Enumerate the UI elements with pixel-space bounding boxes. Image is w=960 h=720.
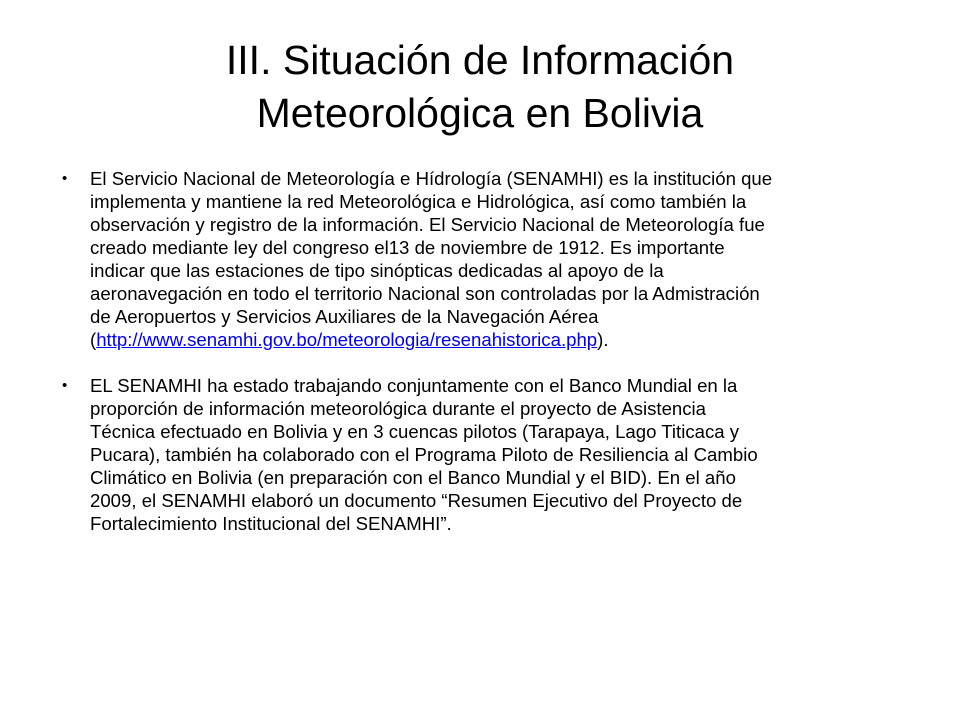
bullet-text [90, 167, 910, 351]
senamhi-history-link[interactable]: http://www.senamhi.gov.bo/meteorologia/resenahistorica.php [96, 329, 598, 350]
text-line: EL SENAMHI ha estado trabajando conjuntamente con el Banco Mundial en la [90, 375, 738, 396]
bullet-item-senamhi-network [62, 167, 910, 351]
slide-title [60, 34, 900, 140]
bullet-icon: • [62, 170, 68, 187]
text-line: de Aeropuertos y Servicios Auxiliares de la Navegación Aérea [90, 306, 599, 327]
text-line: implementa y mantiene la red Meteorológica e Hidrológica, así como también la [90, 191, 747, 212]
bullet-list [62, 167, 910, 558]
bullet-icon: • [62, 377, 68, 394]
text-line: El Servicio Nacional de Meteorología e Hídrología (SENAMHI) es la institución que [90, 168, 773, 189]
text-line: observación y registro de la información. El Servicio Nacional de Meteorología fue [90, 214, 765, 235]
text-line: Fortalecimiento Institucional del SENAMHI”. [90, 513, 452, 534]
text-line: Pucara), también ha colaborado con el Programa Piloto de Resiliencia al Cambio [90, 444, 758, 465]
title-line: Meteorológica en Bolivia [256, 90, 704, 136]
text-line: aeronavegación en todo el territorio Nacional son controladas por la Admistración [90, 283, 760, 304]
text-line: Climático en Bolivia (en preparación con el Banco Mundial y el BID). En el año [90, 467, 736, 488]
text-line: creado mediante ley del congreso el13 de noviembre de 1912. Es importante [90, 237, 725, 258]
link-prefix: ( [90, 329, 97, 350]
bullet-text [90, 374, 910, 535]
text-line: indicar que las estaciones de tipo sinópticas dedicadas al apoyo de la [90, 260, 664, 281]
text-line: 2009, el SENAMHI elaboró un documento “Resumen Ejecutivo del Proyecto de [90, 490, 743, 511]
link-suffix: ). [597, 329, 609, 350]
bullet-item-world-bank-collaboration [62, 374, 910, 535]
text-line: proporción de información meteorológica durante el proyecto de Asistencia [90, 398, 707, 419]
title-line: III. Situación de Información [225, 37, 735, 83]
text-line-with-link [90, 328, 910, 351]
text-line: Técnica efectuado en Bolivia y en 3 cuencas pilotos (Tarapaya, Lago Titicaca y [90, 421, 740, 442]
